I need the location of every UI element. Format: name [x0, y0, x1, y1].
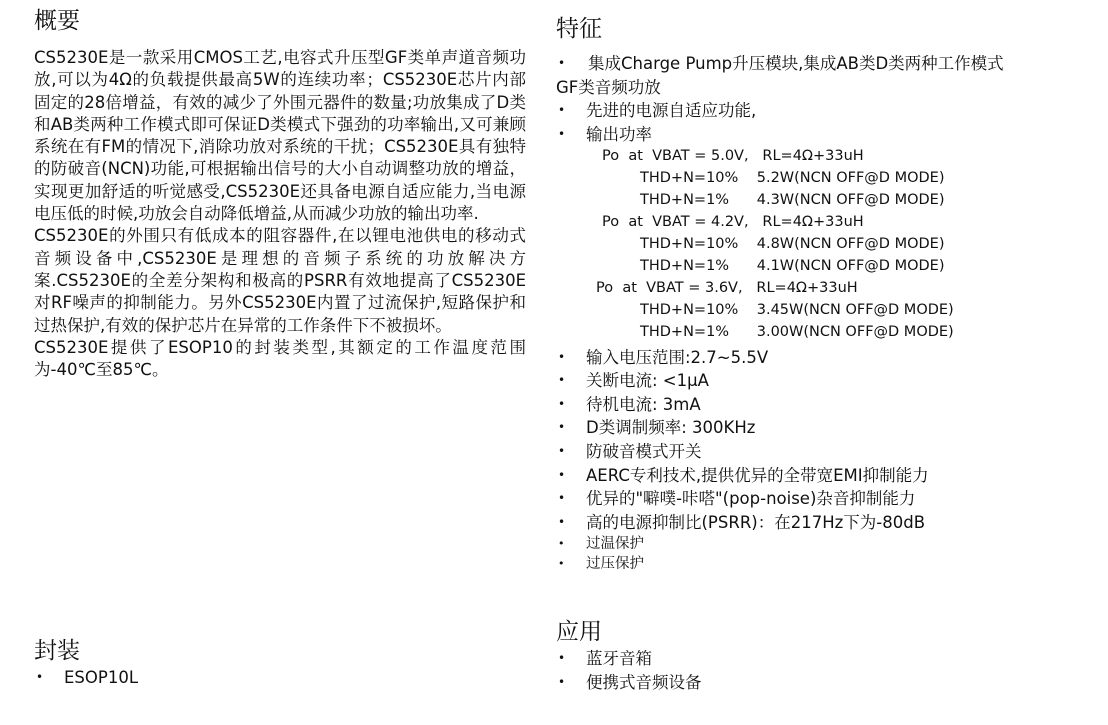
- applications-title: 应用: [556, 619, 602, 645]
- overview-paragraph-1: CS5230E是一款采用CMOS工艺,电容式升压型GF类单声道音频功放,可以为4Ω的负载提供最高5W的连续功率；CS5230E芯片内部固定的28倍增益，有效的减少了外围元器件的数量;功放集成了D类和AB类两种工作模式即可保证D类模式下强劲的功率输出,又可兼顾系统在有FM的情况下,消除功放对系统的干扰；CS5230E具有独特的防破音(NCN)功能,可根据输出信号的大小自动调整功放的增益，实现更加舒适的听觉感受,CS5230E还具备电源自适应能力,当电源电压低的时候,功放会自动降低增益,从而减少功放的输出功率.: [34, 48, 526, 224]
- feature-item-small: • 过压保护: [556, 554, 1096, 574]
- application-item: • 便携式音频设备: [556, 671, 1096, 695]
- feature-item: • 关断电流: <1μA: [556, 369, 1096, 393]
- overview-paragraph-2: CS5230E的外围只有低成本的阻容器件,在以锂电池供电的移动式音频设备中,CS5230E是理想的音频子系统的功放解决方案.CS5230E的全差分架构和极高的PSRR有效地提高了CS5230E对RF噪声的抑制能力。另外CS5230E内置了过流保护,短路保护和过热保护,有效的保护芯片在异常的工作条件下不被损坏。: [34, 226, 526, 335]
- feature-item: • 先进的电源自适应功能,: [556, 99, 1096, 123]
- feature-item: • D类调制频率: 300KHz: [556, 416, 1096, 440]
- power-value: THD+N=1% 4.3W(NCN OFF@D MODE): [640, 192, 945, 209]
- power-condition: Po at VBAT = 4.2V, RL=4Ω+33uH: [602, 214, 864, 231]
- power-value: THD+N=10% 3.45W(NCN OFF@D MODE): [640, 301, 954, 318]
- application-item: • 蓝牙音箱: [556, 647, 1096, 671]
- power-value: THD+N=1% 3.00W(NCN OFF@D MODE): [640, 323, 954, 340]
- package-title: 封装: [34, 638, 80, 664]
- feature-item: • 待机电流: 3mA: [556, 393, 1096, 417]
- power-condition: Po at VBAT = 3.6V, RL=4Ω+33uH: [596, 279, 858, 296]
- overview-paragraph-3: CS5230E提供了ESOP10的封装类型,其额定的工作温度范围为-40℃至85℃。: [34, 337, 526, 380]
- right-column: [556, 0, 1096, 692]
- features-list-continued: [556, 346, 1096, 575]
- package-item: • ESOP10L: [34, 666, 526, 690]
- applications-list: [556, 647, 1096, 694]
- feature-item-small: • 过温保护: [556, 534, 1096, 554]
- output-power-specs: [556, 146, 1096, 343]
- power-value: THD+N=1% 4.1W(NCN OFF@D MODE): [640, 257, 945, 274]
- power-value: THD+N=10% 4.8W(NCN OFF@D MODE): [640, 236, 945, 252]
- feature-item: • 集成Charge Pump升压模块,集成AB类D类两种工作模式: [556, 52, 1096, 76]
- feature-item: • 高的电源抑制比(PSRR)：在217Hz下为-80dB: [556, 511, 1096, 535]
- feature-item: • 输出功率: [556, 123, 1096, 147]
- package-section: [34, 636, 526, 690]
- feature-item: • 优异的"噼噗-咔嗒"(pop-noise)杂音抑制能力: [556, 487, 1096, 511]
- applications-section: [556, 617, 1096, 694]
- power-condition: Po at VBAT = 5.0V, RL=4Ω+33uH: [602, 148, 864, 165]
- feature-item: • 防破音模式开关: [556, 440, 1096, 464]
- feature-item: • 输入电压范围:2.7~5.5V: [556, 346, 1096, 370]
- left-column: [34, 0, 526, 687]
- overview-title: 概要: [34, 8, 80, 34]
- features-list: [556, 52, 1096, 146]
- features-title: 特征: [556, 16, 602, 42]
- feature-item-continuation: GF类音频功放: [556, 77, 661, 97]
- package-list: [34, 666, 526, 690]
- power-value: THD+N=10% 5.2W(NCN OFF@D MODE): [640, 170, 945, 187]
- feature-item: • AERC专利技术,提供优异的全带宽EMI抑制能力: [556, 464, 1096, 488]
